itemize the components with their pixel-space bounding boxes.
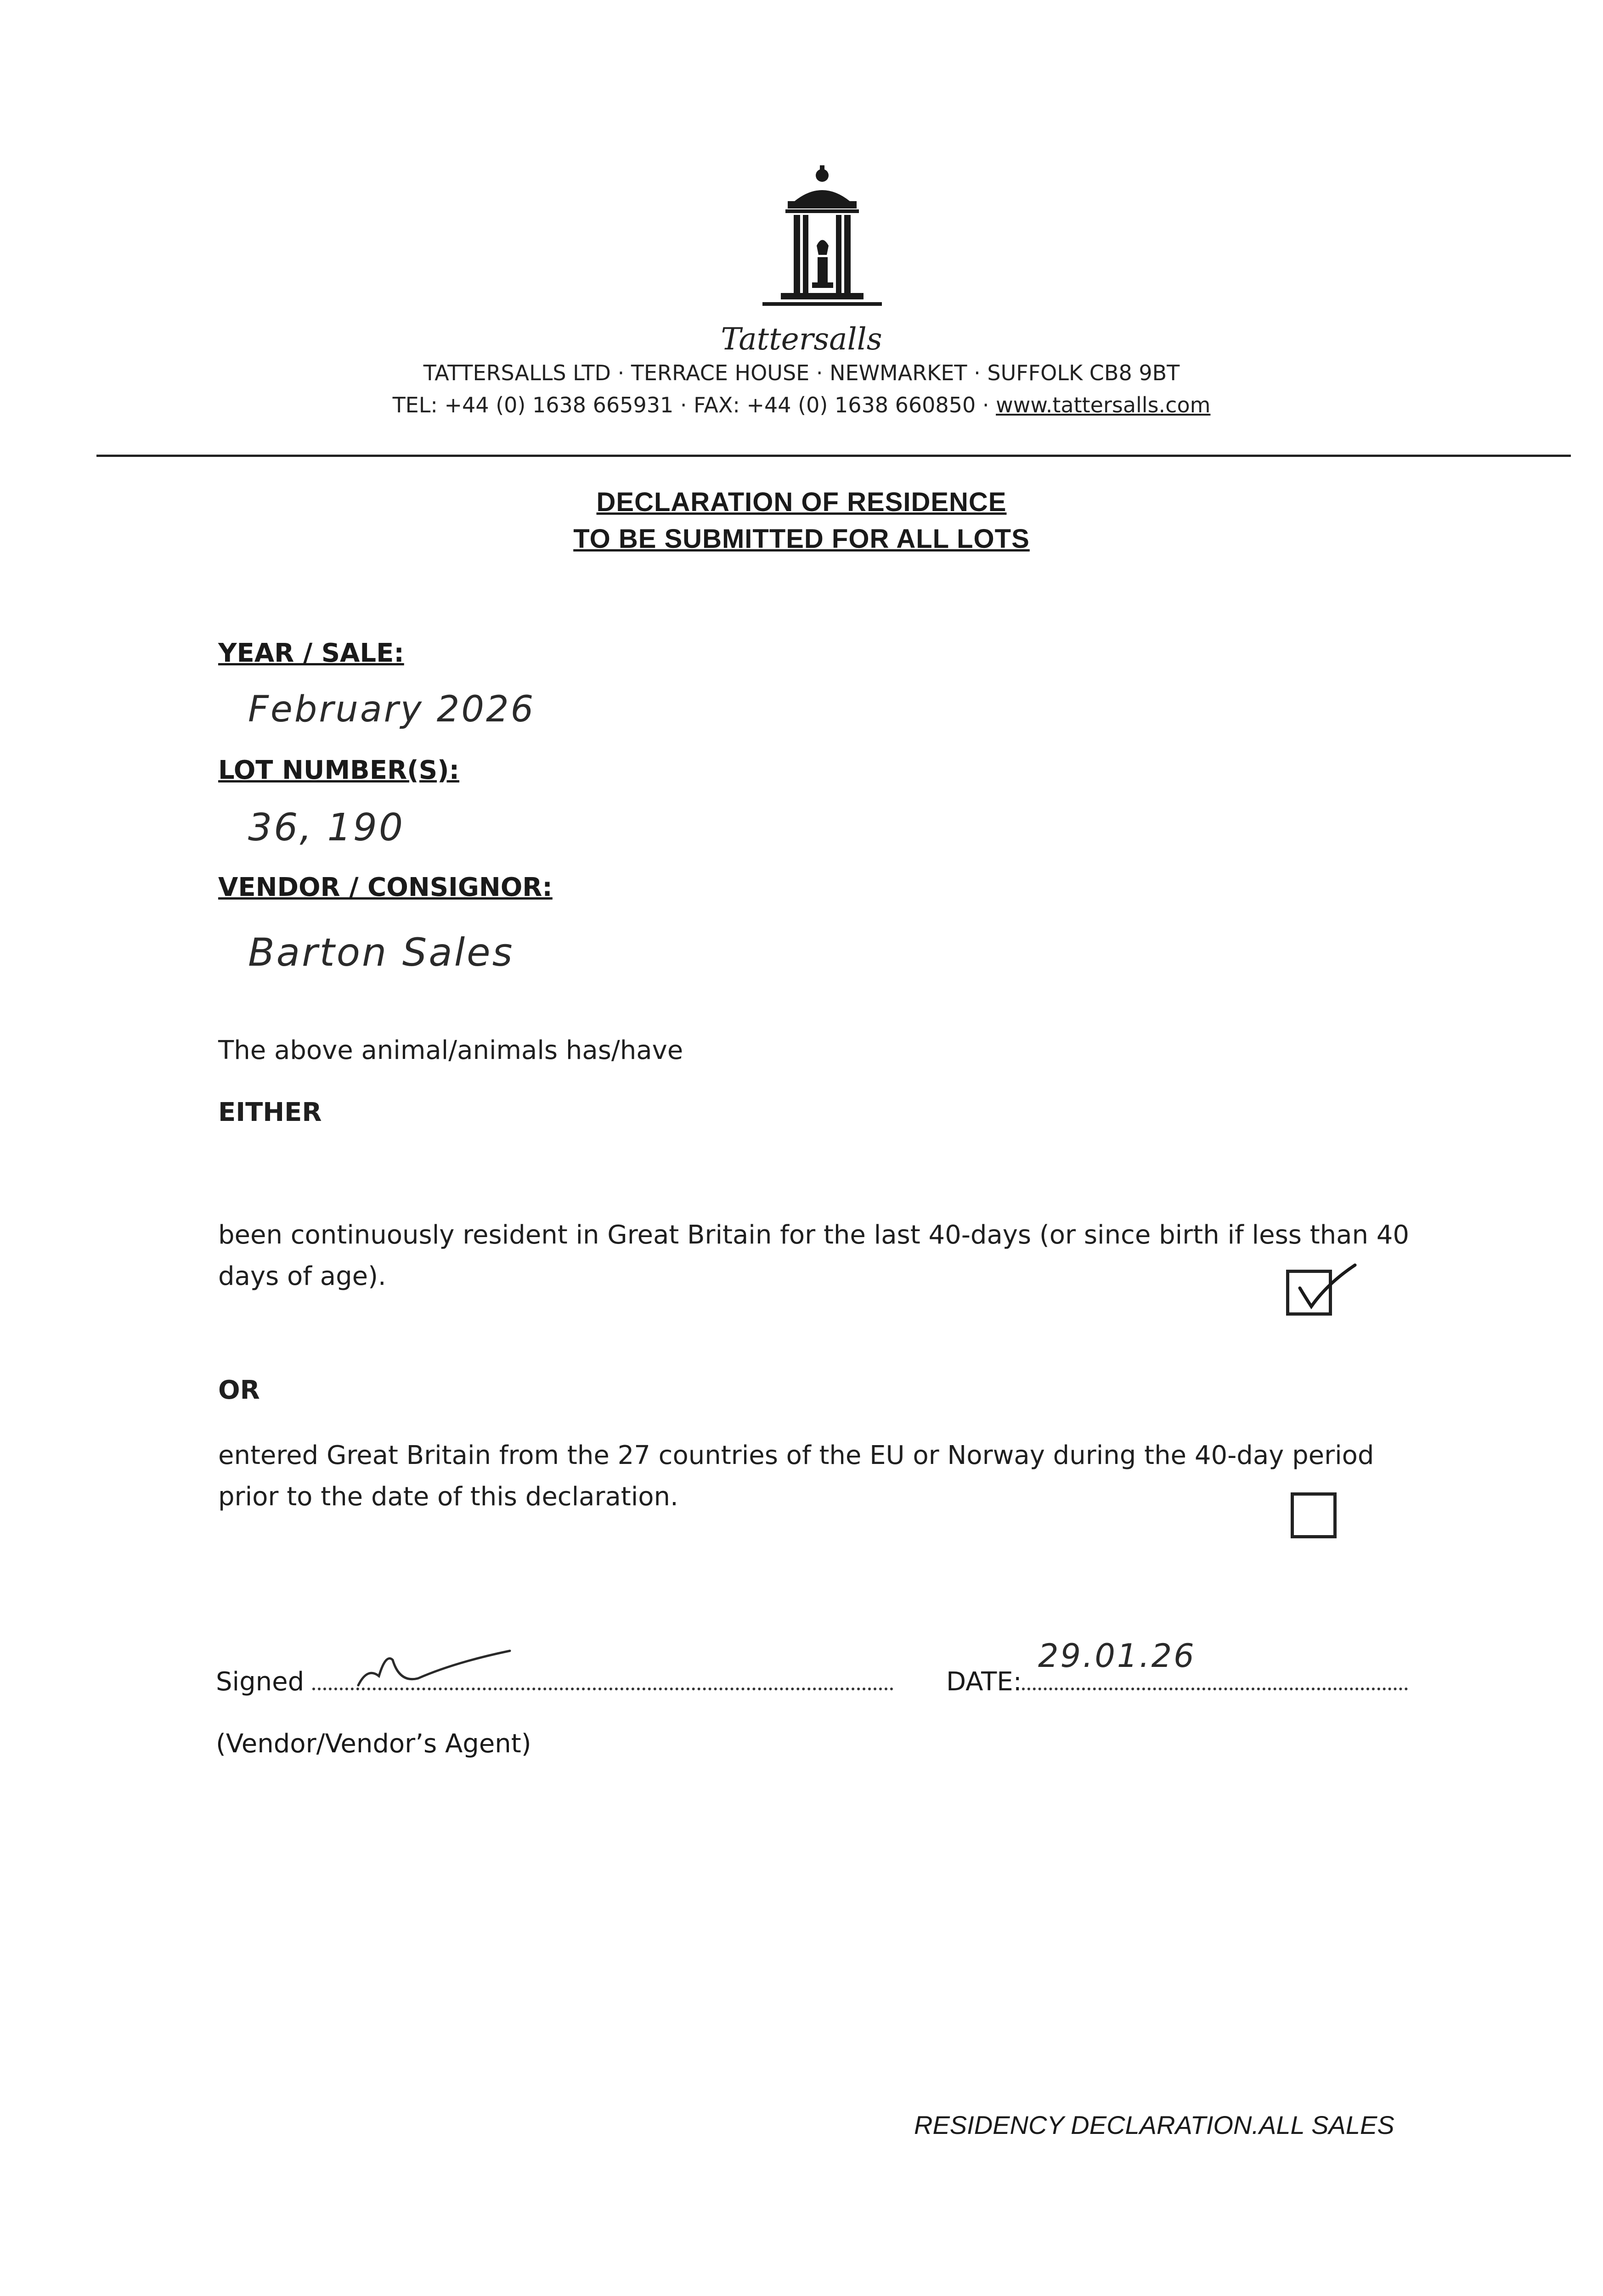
vendor-agent-note: (Vendor/Vendor’s Agent) xyxy=(216,1729,531,1759)
year-sale-label: YEAR / SALE: xyxy=(218,638,404,668)
brand-name: Tattersalls xyxy=(721,321,882,357)
year-sale-value[interactable]: February 2026 xyxy=(248,689,536,730)
document-title: DECLARATION OF RESIDENCE xyxy=(596,487,1007,517)
tattersalls-logo xyxy=(753,165,891,321)
checkmark-icon xyxy=(1286,1256,1364,1320)
date-label: DATE: xyxy=(946,1667,1022,1697)
signature-mark xyxy=(349,1635,514,1699)
header-divider xyxy=(96,455,1571,457)
lot-numbers-label: LOT NUMBER(S): xyxy=(218,755,460,785)
company-address: TATTERSALLS LTD · TERRACE HOUSE · NEWMARKET · SUFFOLK CB8 9BT xyxy=(423,360,1180,385)
intro-text: The above animal/animals has/have xyxy=(218,1035,683,1065)
vendor-value[interactable]: Barton Sales xyxy=(248,930,514,975)
contact-line xyxy=(250,393,1353,417)
signed-label: Signed xyxy=(216,1667,305,1697)
lot-numbers-value[interactable]: 36, 190 xyxy=(248,806,405,850)
or-heading: OR xyxy=(218,1375,260,1405)
website-link[interactable]: www.tattersalls.com xyxy=(996,393,1211,417)
either-heading: EITHER xyxy=(218,1097,322,1127)
vendor-label: VENDOR / CONSIGNOR: xyxy=(218,872,553,902)
document-subtitle: TO BE SUBMITTED FOR ALL LOTS xyxy=(573,524,1030,554)
contact-phone-fax: TEL: +44 (0) 1638 665931 · FAX: +44 (0) 1638 660850 · xyxy=(392,393,996,417)
option-entered-checkbox[interactable] xyxy=(1291,1492,1337,1538)
option-entered-text: entered Great Britain from the 27 countries of the EU or Norway during the 40-day period prior to the date of this declaration. xyxy=(218,1441,1374,1512)
date-line[interactable] xyxy=(1022,1688,1408,1690)
option-resident-text: been continuously resident in Great Britain for the last 40-days (or since birth if less than 40 days of age). xyxy=(218,1220,1410,1291)
footer-reference: RESIDENCY DECLARATION.ALL SALES xyxy=(914,2110,1394,2139)
date-value[interactable]: 29.01.26 xyxy=(1038,1637,1196,1675)
